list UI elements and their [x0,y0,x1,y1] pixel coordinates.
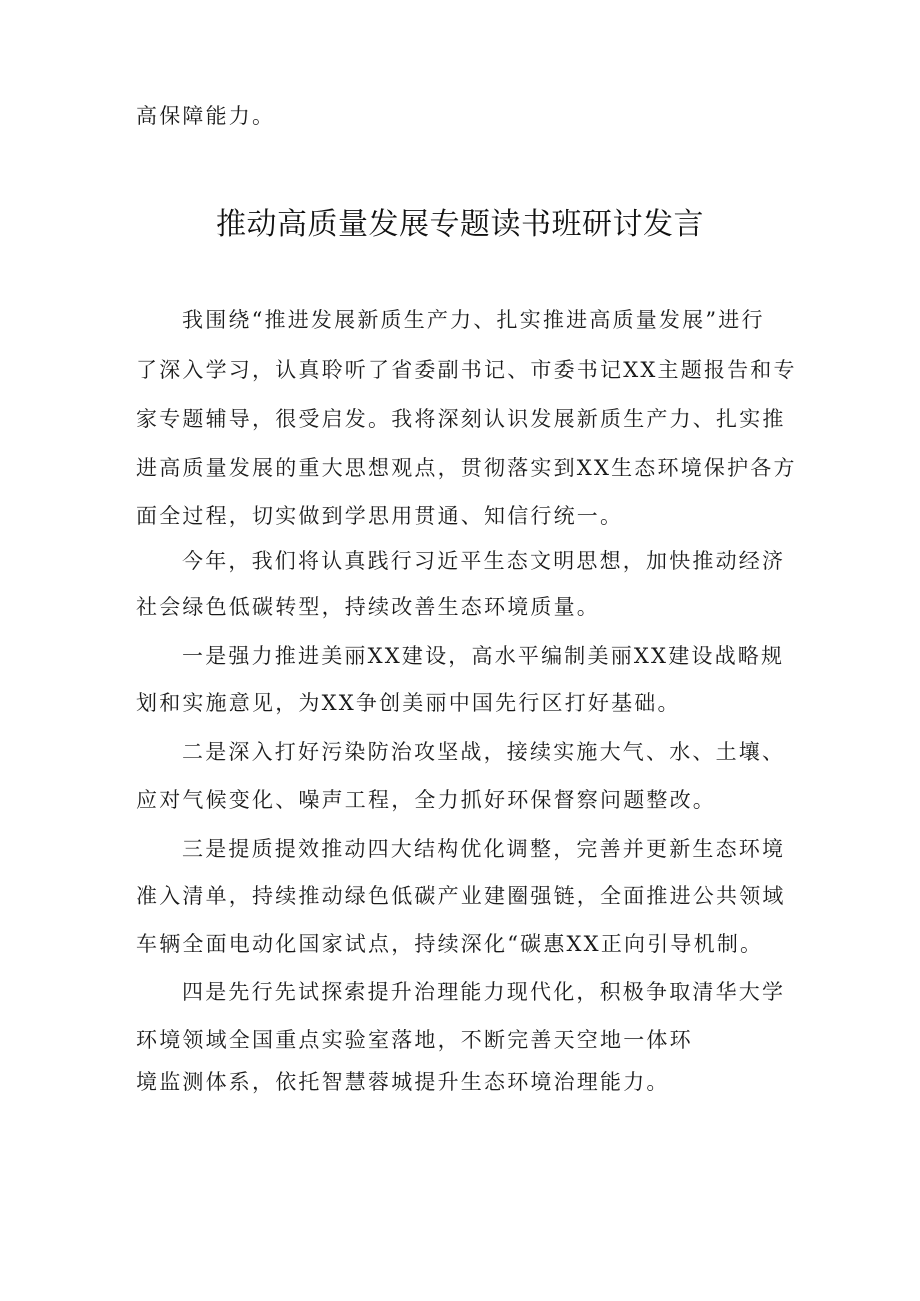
paragraph-line: 家专题辅导，很受启发。我将深刻认识发展新质生产力、扎实推 [136,407,786,431]
paragraph-line: 三是提质提效推动四大结构优化调整，完善并更新生态环境 [182,837,786,861]
paragraph-line: 面全过程，切实做到学思用贯通、知信行统一。 [136,504,624,528]
paragraph-line: 划和实施意见，为XX争创美丽中国先行区打好基础。 [136,691,681,715]
paragraph-line: 四是先行先试探索提升治理能力现代化，积极争取清华大学 [182,980,786,1004]
paragraph-line: 准入清单，持续推动绿色低碳产业建圈强链，全面推进公共领域 [136,884,786,908]
lead-line: 高保障能力。 [136,104,276,128]
paragraph-line: 环境领域全国重点实验室落地，不断完善天空地一体环 [136,1028,693,1052]
paragraph-line: 一是强力推进美丽XX建设，高水平编制美丽XX建设战略规 [182,644,785,668]
paragraph-line: 进高质量发展的重大思想观点，贯彻落实到XX生态环境保护各方 [136,456,797,480]
paragraph-line: 应对气候变化、噪声工程，全力抓好环保督察问题整改。 [136,788,716,812]
page-title: 推动高质量发展专题读书班研讨发言 [216,207,704,242]
paragraph-line: 境监测体系，依托智慧蓉城提升生态环境治理能力。 [136,1070,670,1094]
paragraph-line: 今年，我们将认真践行习近平生态文明思想，加快推动经济 [182,549,786,573]
paragraph-line: 我围绕“推进发展新质生产力、扎实推进高质量发展”进行 [182,308,765,332]
paragraph-line: 二是深入打好污染防治攻坚战，接续实施大气、水、土壤、 [182,740,786,764]
paragraph-line: 社会绿色低碳转型，持续改善生态环境质量。 [136,595,600,619]
paragraph-line: 了深入学习，认真聆听了省委副书记、市委书记XX主题报告和专 [136,358,797,382]
paragraph-line: 车辆全面电动化国家试点，持续深化“碳惠XX正向引导机制。 [136,932,764,956]
